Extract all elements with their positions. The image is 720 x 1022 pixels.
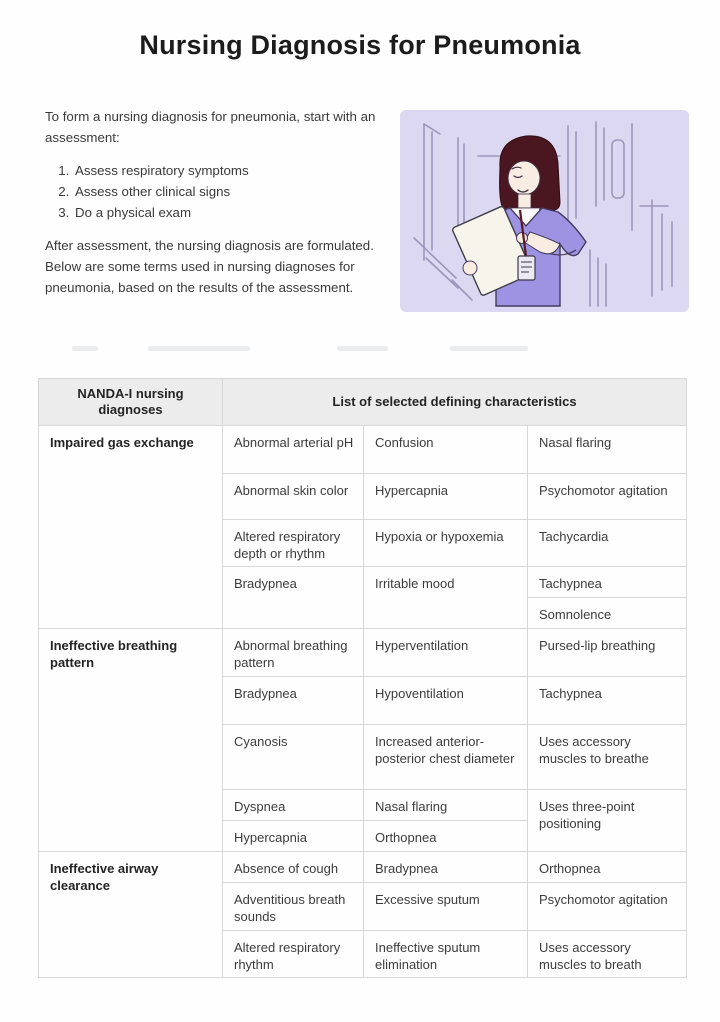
table-header-row bbox=[39, 379, 687, 426]
diagnosis-cell: Impaired gas exchange bbox=[39, 426, 223, 629]
characteristic-cell: Abnormal skin color bbox=[223, 474, 364, 520]
diagnosis-cell: Ineffective breathing pattern bbox=[39, 629, 223, 852]
intro-paragraph-2: After assessment, the nursing diagnosis are formulated. Below are some terms used in nursing diagnoses for pneumonia, based on the results of the assessment. bbox=[45, 238, 374, 295]
characteristic-cell: Nasal flaring bbox=[364, 790, 528, 821]
characteristic-cell: Uses accessory muscles to breath bbox=[528, 931, 687, 978]
nurse-illustration bbox=[400, 110, 689, 312]
ghost-text-artifact bbox=[450, 346, 528, 351]
nurse-neck bbox=[518, 194, 531, 208]
characteristic-cell: Cyanosis bbox=[223, 725, 364, 790]
characteristic-cell: Altered respiratory rhythm bbox=[223, 931, 364, 978]
page-title: Nursing Diagnosis for Pneumonia bbox=[139, 30, 581, 60]
table-header-diagnoses: NANDA-I nursing diagnoses bbox=[39, 379, 223, 426]
characteristic-cell: Abnormal breathing pattern bbox=[223, 629, 364, 677]
intro-paragraph-1: To form a nursing diagnosis for pneumonia, start with an assessment: bbox=[45, 109, 376, 145]
characteristic-cell: Altered respiratory depth or rhythm bbox=[223, 520, 364, 567]
nurse-illustration-svg bbox=[400, 110, 689, 312]
characteristic-cell: Bradypnea bbox=[364, 852, 528, 883]
characteristic-cell: Dyspnea bbox=[223, 790, 364, 821]
characteristic-cell: Orthopnea bbox=[528, 852, 687, 883]
table-header-characteristics: List of selected defining characteristics bbox=[223, 379, 687, 426]
table-container bbox=[38, 378, 687, 978]
characteristic-cell: Pursed-lip breathing bbox=[528, 629, 687, 677]
characteristic-cell: Adventitious breath sounds bbox=[223, 883, 364, 931]
characteristic-cell: Hypoventilation bbox=[364, 677, 528, 725]
characteristic-cell: Ineffective sputum elimination bbox=[364, 931, 528, 978]
characteristic-cell: Absence of cough bbox=[223, 852, 364, 883]
table-row bbox=[39, 629, 687, 677]
nurse-face bbox=[508, 161, 540, 195]
assessment-step: 2. Assess other clinical signs bbox=[73, 181, 397, 202]
assessment-step: 3. Do a physical exam bbox=[73, 202, 397, 223]
characteristic-cell: Tachypnea bbox=[528, 677, 687, 725]
characteristic-cell: Hypercapnia bbox=[223, 821, 364, 852]
ghost-text-artifact bbox=[72, 346, 98, 351]
characteristic-cell: Hypoxia or hypoxemia bbox=[364, 520, 528, 567]
ghost-text-artifact bbox=[337, 346, 388, 351]
characteristic-cell: Somnolence bbox=[528, 598, 687, 629]
characteristic-cell: Psychomotor agitation bbox=[528, 883, 687, 931]
characteristic-cell: Confusion bbox=[364, 426, 528, 474]
intro-text-block bbox=[45, 106, 397, 298]
id-badge bbox=[518, 256, 535, 280]
ghost-text-artifact bbox=[148, 346, 250, 351]
characteristic-cell: Bradypnea bbox=[223, 567, 364, 629]
characteristic-cell: Bradypnea bbox=[223, 677, 364, 725]
assessment-step: 1. Assess respiratory symptoms bbox=[73, 160, 397, 181]
diagnosis-table bbox=[38, 378, 687, 978]
characteristic-cell: Irritable mood bbox=[364, 567, 528, 629]
characteristic-cell: Increased anterior-posterior chest diameter bbox=[364, 725, 528, 790]
characteristic-cell: Tachypnea bbox=[528, 567, 687, 598]
characteristic-cell: Psychomotor agitation bbox=[528, 474, 687, 520]
table-row bbox=[39, 426, 687, 474]
characteristic-cell: Tachycardia bbox=[528, 520, 687, 567]
characteristic-cell: Uses accessory muscles to breathe bbox=[528, 725, 687, 790]
diagnosis-cell: Ineffective airway clearance bbox=[39, 852, 223, 978]
table-row bbox=[39, 852, 687, 883]
nurse-tapping-hand bbox=[517, 233, 528, 244]
characteristic-cell: Abnormal arterial pH bbox=[223, 426, 364, 474]
characteristic-cell: Hypercapnia bbox=[364, 474, 528, 520]
characteristic-cell: Hyperventilation bbox=[364, 629, 528, 677]
assessment-steps-list bbox=[45, 160, 397, 223]
nurse-hand bbox=[463, 261, 477, 275]
characteristic-cell: Orthopnea bbox=[364, 821, 528, 852]
characteristic-cell: Excessive sputum bbox=[364, 883, 528, 931]
characteristic-cell: Uses three-point positioning bbox=[528, 790, 687, 852]
characteristic-cell: Nasal flaring bbox=[528, 426, 687, 474]
